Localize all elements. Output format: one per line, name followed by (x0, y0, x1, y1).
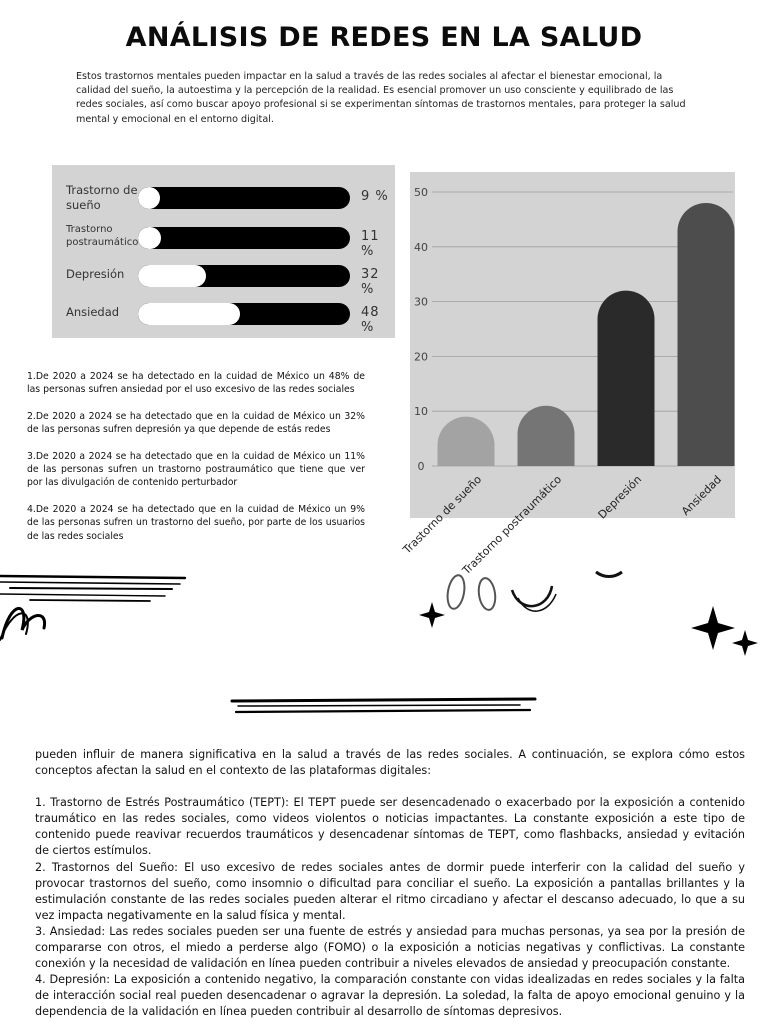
y-tick-label: 10 (414, 405, 428, 419)
y-tick-label: 30 (414, 295, 428, 309)
sparkle-icon (732, 630, 758, 656)
chart-bar (518, 406, 575, 466)
decorative-strokes (0, 560, 768, 730)
y-tick-label: 0 (417, 460, 425, 473)
progress-row-sleep (52, 183, 395, 213)
progress-value: 48 % (361, 305, 380, 335)
body-item: 3. Ansiedad: Las redes sociales pueden ser una fuente de estrés y ansiedad para muchas personas, ya sea por la presión de compararse con otros, el miedo a perderse algo (FOMO) o la exposición a noticias negativas y conflictivas. La constante conexión y la necesidad de validación en línea pueden contribuir a niveles elevados de ansiedad y preocupación constante. (35, 924, 745, 971)
chart-bar (598, 291, 655, 466)
progress-panel (52, 165, 395, 338)
stat-item: 1.De 2020 a 2024 se ha detectado en la cuidad de México un 48% de las personas sufren ansiedad por el uso excesivo de las redes sociales (27, 371, 365, 396)
progress-row-ptsd (52, 223, 395, 259)
x-tick-label: Ansiedad (679, 472, 725, 519)
progress-value: 32 % (361, 267, 380, 297)
progress-label: Depresión (66, 267, 125, 281)
progress-track (138, 265, 350, 287)
progress-fill (138, 303, 240, 325)
sparkle-icon (419, 602, 445, 628)
progress-row-depression (52, 261, 395, 297)
progress-label: Ansiedad (66, 305, 120, 319)
progress-label: Trastorno postraumático (66, 224, 139, 248)
y-tick-label: 40 (414, 240, 428, 254)
y-tick-label: 50 (414, 186, 428, 199)
body-item: 2. Trastornos del Sueño: El uso excesivo de redes sociales antes de dormir puede interferir con la calidad del sueño y provocar trastornos del sueño, como insomnio o dificultad para conciliar el sueño. La exposición a pantallas brillantes y la estimulación constante de las redes sociales pueden alterar el ritmo circadiano y afectar el descanso adecuado, lo que a su vez impacta negativamente en la salud física y mental. (35, 860, 745, 922)
brush-stroke-left (0, 576, 185, 640)
stat-item: 4.De 2020 a 2024 se ha detectado que en la cuidad de México un 9% de las personas sufren un trastorno del sueño, por parte de los usuarios de las redes sociales (27, 503, 365, 542)
progress-fill (138, 265, 206, 287)
body-opening: pueden influir de manera significativa en la salud a través de las redes sociales. A continuación, se explora cómo estos conceptos afectan la salud en el contexto de las plataformas digitales: (35, 748, 745, 778)
progress-track (138, 227, 350, 249)
loop-doodle (445, 572, 622, 611)
body-item: 4. Depresión: La exposición a contenido negativo, la comparación constante con vidas idealizadas en redes sociales y la falta de interacción social real pueden desencadenar o agravar la depresión. La soledad, la falta de apoyo emocional genuino y la dependencia de la validación en línea pueden contribuir al desarrollo de síntomas depresivos. (35, 973, 745, 1019)
stats-list (27, 370, 365, 556)
y-tick-label: 20 (414, 350, 428, 364)
x-tick-label: Depresión (595, 472, 645, 522)
chart-bar (438, 417, 495, 466)
progress-label: Trastorno de sueño (66, 183, 138, 212)
x-tick-label: Trastorno de sueño (400, 472, 485, 557)
progress-value: 11 % (361, 229, 380, 259)
sparkle-icon (691, 606, 735, 650)
progress-row-anxiety (52, 299, 395, 335)
stat-item: 2.De 2020 a 2024 se ha detectado que en la cuidad de México un 32% de las personas sufren depresión ya que depende de estás redes (27, 410, 365, 436)
divider-strokes (232, 699, 535, 712)
intro-paragraph: Estos trastornos mentales pueden impactar en la salud a través de las redes sociales al afectar el bienestar emocional, la calidad del sueño, la autoestima y la percepción de la realidad. Es esencial promover un uso consciente y equilibrado de las redes sociales, así como buscar apoyo profesional si se experimentan síntomas de trastornos mentales, para proteger la salud mental y emocional en el entorno digital. (76, 71, 686, 125)
body-item: 1. Trastorno de Estrés Postraumático (TEPT): El TEPT puede ser desencadenado o exacerbado por la exposición a contenido traumático en las redes sociales, como videos violentos o noticias impactantes. La constante exposición a este tipo de contenido puede reavivar recuerdos traumáticos y desencadenar síntomas de TEPT, como flashbacks, ansiedad y evitación de ciertos estímulos. (35, 796, 745, 858)
stat-item: 3.De 2020 a 2024 se ha detectado que en la cuidad de México un 11% de las personas sufren un trastorno postraumático que tiene que ver por las divulgación de contenido perturbador (27, 450, 365, 489)
chart-bar (678, 203, 735, 466)
progress-fill (138, 227, 161, 249)
bar-chart (380, 172, 750, 592)
page-title: ANÁLISIS DE REDES EN LA SALUD (125, 22, 643, 53)
progress-value: 9 % (361, 189, 389, 204)
body-text (35, 747, 745, 1021)
progress-track (138, 303, 350, 325)
progress-fill (138, 187, 160, 209)
progress-track (138, 187, 350, 209)
x-tick-label: Trastorno postraumático (459, 472, 565, 578)
